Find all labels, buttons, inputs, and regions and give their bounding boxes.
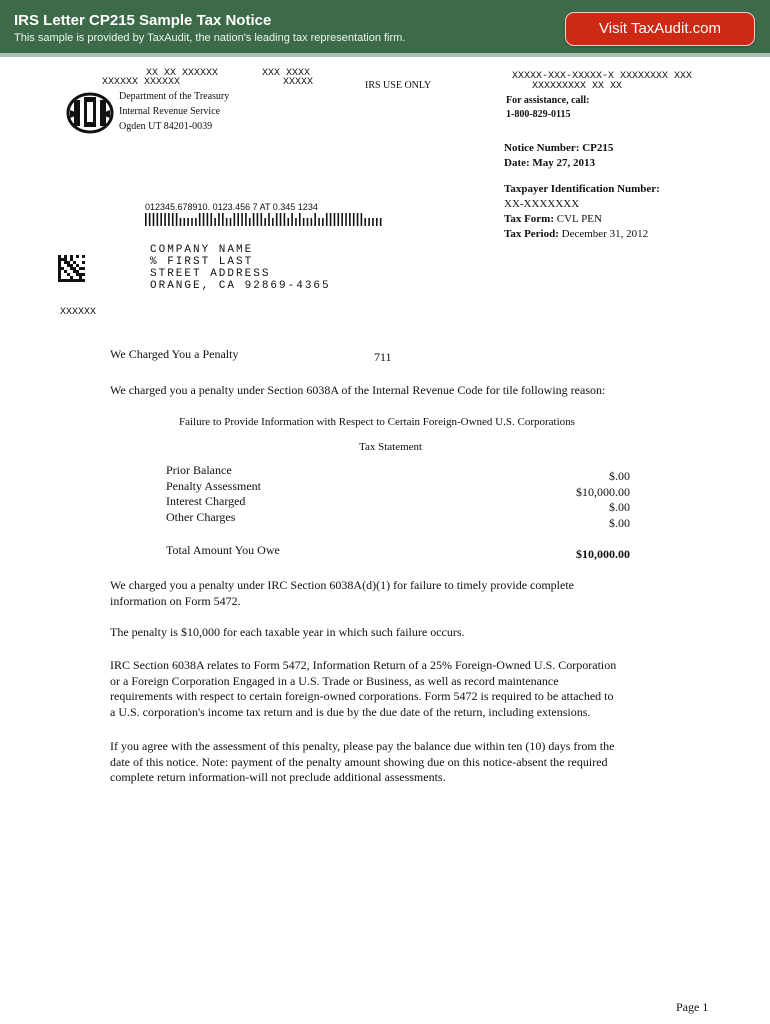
irs-use-only: IRS USE ONLY <box>365 80 432 91</box>
total-label: Total Amount You Owe <box>166 543 280 557</box>
barcode-bar <box>203 213 205 226</box>
barcode-bar <box>264 218 266 226</box>
penalty-reason: Failure to Provide Information with Respect to Certain Foreign-Owned U.S. Corporations <box>179 416 575 428</box>
barcode-bar <box>311 218 313 226</box>
paragraph-4 <box>110 739 614 786</box>
qr-module <box>82 279 85 282</box>
barcode-bar <box>160 213 162 226</box>
qr-module <box>79 276 82 279</box>
barcode-bar <box>372 218 374 226</box>
barcode-bar <box>314 213 316 226</box>
paragraph-line: IRC Section 6038A relates to Form 5472, Information Return of a 25% Foreign-Owned U.S. Corporation <box>110 658 617 672</box>
notice-heading-code: 711 <box>374 350 392 364</box>
assistance-phone: 1-800-829-0115 <box>506 109 571 120</box>
header-codes-row1b: XXX XXXX <box>262 68 311 79</box>
qr-module <box>58 258 61 261</box>
qr-module <box>67 273 70 276</box>
address-line: ORANGE, CA 92869-4365 <box>150 280 331 292</box>
qr-module <box>70 258 73 261</box>
tax-form-value: CVL PEN <box>556 213 602 225</box>
barcode-bar <box>287 218 289 226</box>
tin-value: XX-XXXXXXX <box>504 198 580 210</box>
barcode-bar <box>341 213 343 226</box>
statement-row-label: Other Charges <box>166 509 236 524</box>
barcode-bar <box>157 213 159 226</box>
irs-city: Ogden UT 84201-0039 <box>119 121 213 132</box>
header-codes-row1: XX XX XXXXXX <box>146 68 219 79</box>
notice-number: Notice Number: CP215 <box>504 142 614 154</box>
header-codes-row2: XXXXXX XXXXXX <box>102 77 181 88</box>
barcode-bar <box>210 213 212 226</box>
qr-module <box>73 270 76 273</box>
qr-module <box>58 279 61 282</box>
qr-module <box>70 264 73 267</box>
barcode-bar <box>245 213 247 226</box>
barcode-bar <box>307 218 309 226</box>
qr-module <box>58 276 61 279</box>
barcode-bar <box>253 213 255 226</box>
qr-module <box>79 279 82 282</box>
statement-row-value: $.00 <box>609 500 630 514</box>
qr-module <box>58 264 61 267</box>
barcode-bar <box>184 218 186 226</box>
qr-module <box>64 258 67 261</box>
barcode-bar <box>291 213 293 226</box>
barcode-bar <box>299 213 301 226</box>
qr-module <box>76 255 79 258</box>
right-codes-row2: XXXXXXXXX XX XX <box>532 81 623 92</box>
paragraph-line: requirements with respect to certain foreign-owned corporations. Form 5472 is required to be attached to <box>110 689 614 703</box>
barcode-bar <box>241 213 243 226</box>
barcode-digits: 012345.678910. 0123.456 7 AT 0.345 1234 <box>145 202 318 212</box>
barcode-bar <box>295 218 297 226</box>
barcode-bar <box>149 213 151 226</box>
qr-module <box>76 279 79 282</box>
barcode-bar <box>330 213 332 226</box>
barcode-bar <box>172 213 174 226</box>
paragraph-3 <box>110 658 616 720</box>
mail-address <box>150 244 331 292</box>
qr-module <box>61 258 64 261</box>
qr-module <box>82 273 85 276</box>
address-line: % FIRST LAST <box>150 256 254 268</box>
right-codes-row1: XXXXX-XXX-XXXXX-X XXXXXXXX XXX <box>512 71 693 82</box>
irs-eagle-logo-icon <box>66 92 114 134</box>
barcode-bar <box>207 213 209 226</box>
barcode-bar <box>249 218 251 226</box>
qr-module <box>76 264 79 267</box>
tax-period-value: December 31, 2012 <box>561 228 649 240</box>
statement-row-label: Penalty Assessment <box>166 478 261 493</box>
banner-subtitle: This sample is provided by TaxAudit, the nation's leading tax representation firm. <box>14 32 406 44</box>
barcode-bar <box>353 213 355 226</box>
barcode-bar <box>349 213 351 226</box>
barcode-bar <box>187 218 189 226</box>
barcode-bar <box>272 218 274 226</box>
total-value: $10,000.00 <box>576 547 630 561</box>
barcode-bar <box>261 213 263 226</box>
barcode-bar <box>195 218 197 226</box>
barcode-bar <box>368 218 370 226</box>
tax-period-line <box>504 228 648 240</box>
barcode-bar <box>376 218 378 226</box>
statement-row-value: $.00 <box>609 515 630 530</box>
barcode-bar <box>199 213 201 226</box>
barcode-bar <box>318 218 320 226</box>
qr-module <box>82 255 85 258</box>
page-number: Page 1 <box>676 1000 709 1014</box>
qr-module <box>79 267 82 270</box>
barcode-bar <box>191 218 193 226</box>
barcode-bar <box>168 213 170 226</box>
barcode-bar <box>230 218 232 226</box>
paragraph-line: complete return information-will not preclude additional assessments. <box>110 770 446 784</box>
visit-taxaudit-button[interactable]: Visit TaxAudit.com <box>565 12 755 46</box>
barcode-bar <box>276 213 278 226</box>
qr-module <box>70 267 73 270</box>
barcode-bar <box>145 213 147 226</box>
barcode-bar <box>153 213 155 226</box>
barcode-bar <box>234 213 236 226</box>
barcode-bar <box>322 218 324 226</box>
qr-module <box>58 255 61 258</box>
qr-module <box>73 261 76 264</box>
qr-module <box>58 273 61 276</box>
barcode-bar <box>326 213 328 226</box>
qr-module <box>76 273 79 276</box>
qr-module <box>82 267 85 270</box>
paragraph-2: The penalty is $10,000 for each taxable year in which such failure occurs. <box>110 625 465 639</box>
barcode-bar <box>268 213 270 226</box>
paragraph-line: or a Foreign Corporation Engaged in a U.S. Trade or Business, as well as record maintenance <box>110 673 559 688</box>
header-codes-row2b: XXXXX <box>283 77 314 88</box>
paragraph-1 <box>110 578 574 609</box>
qr-module <box>61 267 64 270</box>
barcode-bar <box>218 213 220 226</box>
qr-module <box>67 264 70 267</box>
barcode-bar <box>180 218 182 226</box>
barcode-bar <box>280 213 282 226</box>
tax-statement-title: Tax Statement <box>359 441 423 453</box>
notice-heading: We Charged You a Penalty <box>110 347 239 361</box>
statement-row-value: $10,000.00 <box>576 484 630 499</box>
qr-code-icon <box>58 255 86 283</box>
qr-module <box>67 279 70 282</box>
qr-module <box>82 261 85 264</box>
statement-values <box>530 469 630 531</box>
qr-module <box>70 279 73 282</box>
barcode-bar <box>222 213 224 226</box>
postal-barcode-icon <box>145 213 385 227</box>
barcode-bar <box>303 218 305 226</box>
irs-name: Internal Revenue Service <box>119 106 221 117</box>
paragraph-line: information on Form 5472. <box>110 593 241 608</box>
qr-module <box>70 276 73 279</box>
barcode-bar <box>257 213 259 226</box>
tin-label: Taxpayer Identification Number: <box>504 183 660 195</box>
barcode-bar <box>345 213 347 226</box>
qr-module <box>58 261 61 264</box>
barcode-bar <box>364 218 366 226</box>
barcode-bar <box>380 218 382 226</box>
tax-form-label: Tax Form: <box>504 213 555 225</box>
qr-module <box>58 270 61 273</box>
qr-module <box>79 273 82 276</box>
qr-module <box>64 279 67 282</box>
barcode-bar <box>338 213 340 226</box>
barcode-bar <box>361 213 363 226</box>
statement-row-label: Prior Balance <box>166 463 232 477</box>
dept-treasury: Department of the Treasury <box>119 91 230 102</box>
qr-module <box>70 255 73 258</box>
qr-module <box>64 255 67 258</box>
intro-text: We charged you a penalty under Section 6038A of the Internal Revenue Code for tile following reason: <box>110 383 606 397</box>
qr-module <box>64 270 67 273</box>
assistance-label: For assistance, call: <box>506 95 590 106</box>
barcode-bar <box>214 218 216 226</box>
barcode-bar <box>357 213 359 226</box>
address-line: STREET ADDRESS <box>150 268 271 280</box>
tax-period-label: Tax Period: <box>504 228 559 240</box>
barcode-bar <box>176 213 178 226</box>
banner-title: IRS Letter CP215 Sample Tax Notice <box>14 12 272 29</box>
barcode-bar <box>226 218 228 226</box>
paragraph-line: date of this notice. Note: payment of the penalty amount showing due on this notice-absent the required <box>110 754 608 769</box>
address-line: COMPANY NAME <box>150 244 254 256</box>
barcode-bar <box>334 213 336 226</box>
qr-module <box>73 267 76 270</box>
paragraph-line: We charged you a penalty under IRC Section 6038A(d)(1) for failure to timely provide complete <box>110 578 575 592</box>
barcode-bar <box>284 213 286 226</box>
paragraph-line: If you agree with the assessment of this penalty, please pay the balance due within ten (10) days from the <box>110 739 615 753</box>
statement-row-label: Interest Charged <box>166 494 246 508</box>
statement-labels <box>166 463 261 525</box>
barcode-bar <box>237 213 239 226</box>
tax-form-line <box>504 213 602 225</box>
mail-code: XXXXXX <box>60 307 97 318</box>
statement-row-value: $.00 <box>609 469 630 483</box>
barcode-bar <box>164 213 166 226</box>
qr-module <box>67 261 70 264</box>
notice-date: Date: May 27, 2013 <box>504 157 596 169</box>
qr-module <box>61 279 64 282</box>
qr-module <box>73 279 76 282</box>
qr-module <box>76 270 79 273</box>
qr-module <box>64 261 67 264</box>
promo-banner <box>0 0 770 57</box>
qr-module <box>58 267 61 270</box>
paragraph-line: a U.S. corporation's income tax return and is due by the due date of the return, including extensions. <box>110 704 591 719</box>
